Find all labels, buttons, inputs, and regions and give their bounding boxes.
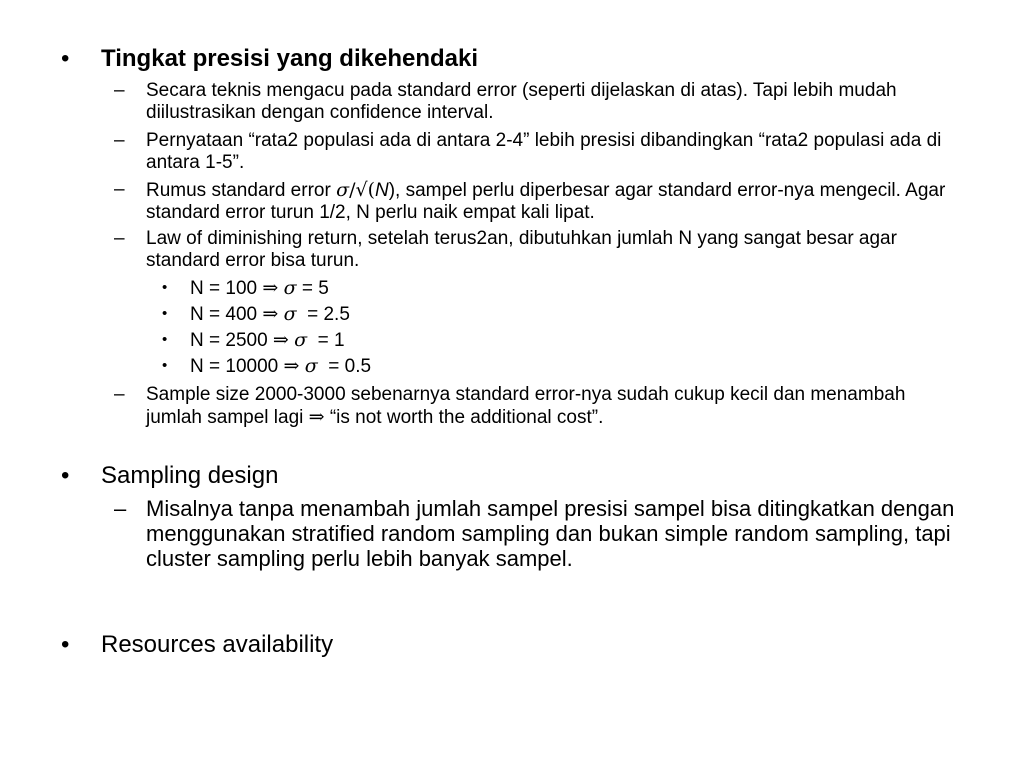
- sub-item-text: Law of diminishing return, setelah terus2an, dibutuhkan jumlah N yang sangat besar agar standard error bisa turun.: [146, 228, 897, 271]
- sigma-symbol: σ: [336, 179, 350, 201]
- implies-arrow-icon: ⇒: [262, 277, 279, 299]
- small-bullet-marker: •: [162, 357, 168, 374]
- dash-marker: –: [114, 228, 125, 249]
- sample-before: Sample size 2000-3000 sebenarnya standard error-nya sudah cukup kecil dan menambah jumlah sampel lagi: [146, 384, 906, 428]
- sigma-symbol: σ: [283, 303, 297, 325]
- result-value: = 0.5: [328, 356, 372, 377]
- implies-arrow-icon: ⇒: [283, 355, 300, 377]
- sigma-symbol: σ: [304, 355, 318, 377]
- n-value: N = 100: [190, 278, 263, 299]
- n-value: N = 10000: [190, 356, 284, 377]
- formula-before: Rumus standard error: [146, 180, 337, 201]
- example-n-400: [162, 303, 350, 326]
- result-value: = 1: [317, 330, 345, 351]
- sub-item-standard-error: [114, 80, 964, 124]
- small-bullet-marker: •: [162, 305, 168, 322]
- implies-arrow-icon: ⇒: [262, 303, 279, 325]
- example-n-10000: [162, 355, 371, 378]
- sub-item-pernyataan: [114, 130, 964, 174]
- implies-arrow-icon: ⇒: [272, 329, 289, 351]
- sqrt-symbol: /√(: [349, 179, 375, 201]
- result-value: = 2.5: [307, 304, 350, 325]
- section-title: Tingkat presisi yang dikehendaki: [101, 45, 479, 72]
- example-n-100: [162, 277, 329, 300]
- n-variable: N: [374, 180, 389, 201]
- example-n-2500: [162, 329, 345, 352]
- section-title: Resources availability: [101, 631, 334, 658]
- sub-item-text: Pernyataan “rata2 populasi ada di antara 2-4” lebih presisi dibandingkan “rata2 populasi ada di antara 1-5”.: [146, 130, 942, 173]
- section-title: Sampling design: [101, 462, 279, 489]
- bullet-marker: •: [61, 631, 70, 658]
- small-bullet-marker: •: [162, 279, 168, 296]
- sigma-symbol: σ: [294, 329, 308, 351]
- n-value: N = 400: [190, 304, 263, 325]
- implies-arrow-icon: ⇒: [308, 406, 325, 428]
- sub-item-text: Secara teknis mengacu pada standard error (seperti dijelaskan di atas). Tapi lebih mudah diilustrasikan dengan confidence interval.: [146, 80, 897, 123]
- sub-item-text: [146, 384, 964, 429]
- sub-item-text: Misalnya tanpa menambah jumlah sampel presisi sampel bisa ditingkatkan dengan menggunakan stratified random sampling dan bukan simple random sampling, tapi cluster sampling perlu lebih banyak sampel.: [146, 496, 955, 571]
- sigma-symbol: σ: [283, 277, 297, 299]
- dash-marker: –: [114, 384, 125, 405]
- result-value: = 5: [301, 278, 329, 299]
- sub-item-misalnya: [114, 496, 964, 571]
- n-value: N = 2500: [190, 330, 273, 351]
- small-bullet-marker: •: [162, 331, 168, 348]
- bullet-marker: •: [61, 462, 70, 489]
- sub-item-sample-size: [114, 384, 964, 429]
- dash-marker: –: [114, 179, 125, 200]
- sub-item-rumus: [114, 179, 964, 224]
- sub-item-text: [146, 179, 964, 224]
- dash-marker: –: [114, 80, 125, 101]
- sub-item-law: [114, 228, 964, 272]
- dash-marker: –: [114, 496, 127, 521]
- bullet-marker: •: [61, 45, 70, 72]
- sample-after: “is not worth the additional cost”.: [324, 407, 604, 428]
- formula-after: ), sampel perlu diperbesar agar standard error-nya mengecil. Agar standard error turun 1/2, N perlu naik empat kali lipat.: [146, 180, 946, 223]
- dash-marker: –: [114, 130, 125, 151]
